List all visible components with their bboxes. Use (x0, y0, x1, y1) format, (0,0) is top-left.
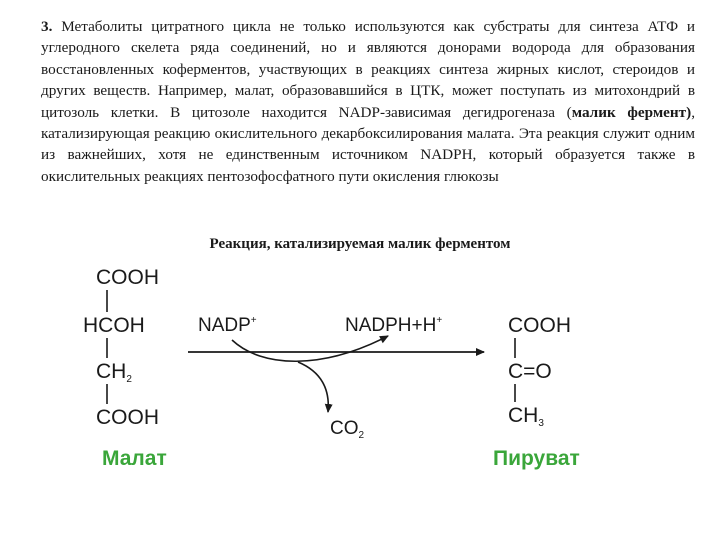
paragraph-number: 3. (41, 18, 53, 35)
malate-structure (83, 266, 159, 429)
paragraph-text-part1: Метаболиты цитратного цикла не только используются как субстраты для синтеза АТФ и углеродного скелета ряда соединений, но и являются донорами водорода для образования восстановленных коферментов, участвующих в реакциях синтеза жирных кислот, стероидов и других веществ. Например, малат, образовавшийся в ЦТК, может поступать из митохондрий в цитозоль клетки. В цитозоле находится NADP-зависимая дегидрогеназа ( (41, 18, 695, 121)
co2-release-arrow (298, 362, 328, 412)
malate-hcoh: HCOH (83, 314, 145, 337)
nadph-label: NADPH+H+ (345, 315, 443, 336)
figure-caption: Реакция, катализируемая малик ферментом (209, 236, 511, 252)
malate-label: Малат (102, 447, 167, 470)
pyruvate-ch3: CH3 (508, 404, 544, 429)
malate-cooh-top: COOH (96, 266, 159, 289)
pyruvate-structure (508, 314, 571, 429)
enzyme-name: малик фермент) (571, 103, 692, 121)
nadp-to-nadph-arrow (232, 336, 388, 361)
malate-cooh-bottom: COOH (96, 406, 159, 429)
pyruvate-label: Пируват (493, 447, 580, 470)
pyruvate-cooh: COOH (508, 314, 571, 337)
paragraph-text-part2: , катализирующая реакцию окислительного декарбоксилирования малата. Эта реакция служит одним из важнейших, хотя не единственным источником NADPH, который образуется также в окислительных реакциях пентозофосфатного пути окисления глюкозы (41, 103, 695, 185)
nadp-label: NADP+ (198, 315, 257, 336)
pyruvate-co: C=O (508, 360, 552, 383)
co2-label: $CO_2$ (330, 418, 365, 441)
malate-ch2: CH2 (96, 360, 132, 385)
